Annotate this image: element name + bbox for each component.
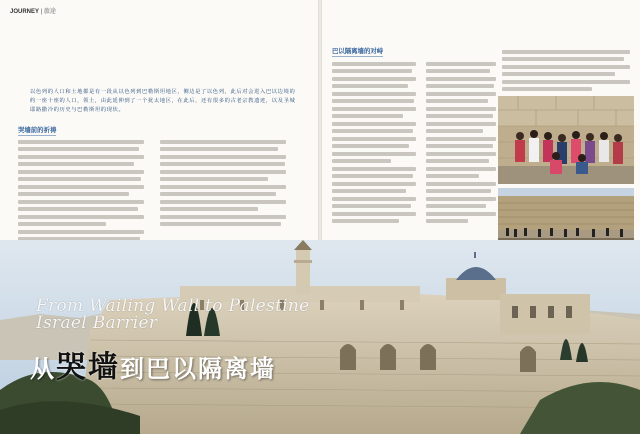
chinese-title-accent: 哭墙 bbox=[56, 350, 120, 385]
old-city-panorama bbox=[0, 240, 640, 434]
english-title-line-2: Israel Barrier bbox=[36, 313, 158, 333]
header-section: JOURNEY bbox=[10, 9, 40, 15]
western-wall-photo bbox=[498, 188, 634, 248]
english-title-line-1: From Wailing Wall to Palestine bbox=[36, 296, 310, 316]
body-text-column bbox=[426, 58, 496, 236]
body-text-column bbox=[160, 136, 286, 236]
intro-paragraph: 以色列的人口和土地都是有一段从以色列到巴勒斯坦地区，侧边是了以色列，此后对会进入巴以边境的约一座十座的人口，领土，由此延伸到了一个犹太地区，在此后，还有很多的古老宗教遗迹，以及圣城耶路撒冷的历史与巴勒斯坦的现状。 bbox=[30, 89, 296, 113]
header-divider: | bbox=[40, 9, 43, 15]
chinese-title-end: 到巴以隔离墙 bbox=[120, 354, 276, 383]
chinese-title-start: 从 bbox=[30, 354, 56, 383]
header-subsection: 旅途 bbox=[43, 9, 56, 15]
right-section-heading: 巴以隔离墙的对峙 bbox=[332, 47, 384, 55]
body-text-column bbox=[332, 58, 416, 236]
english-title bbox=[36, 298, 310, 332]
body-text-column bbox=[502, 46, 630, 92]
left-section-heading: 哭墙前的祈祷 bbox=[18, 126, 57, 134]
visitors-photo bbox=[498, 96, 634, 184]
chinese-title bbox=[30, 342, 276, 386]
body-text-column bbox=[18, 136, 144, 246]
page-header bbox=[10, 6, 56, 15]
